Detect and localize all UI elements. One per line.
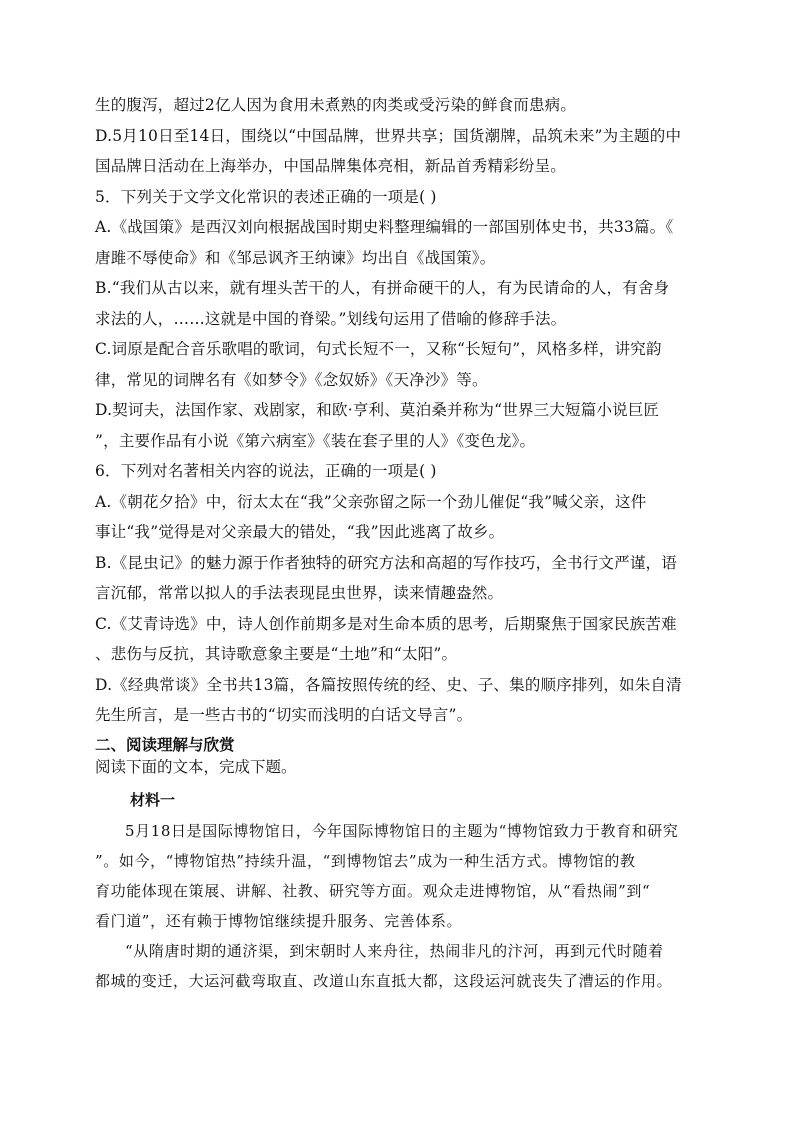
material-paragraph-line: 育功能体现在策展、讲解、社教、研究等方面。观众走进博物馆，从“看热闹”到“ bbox=[95, 881, 651, 900]
text-line: 事让“我”觉得是对父亲最大的错处，“我”因此逃离了故乡。 bbox=[95, 523, 505, 541]
text-line: D.5月10日至14日，围绕以“中国品牌，世界共享；国货潮牌，品筑未来”为主题的中 bbox=[95, 126, 682, 145]
section-instruction: 阅读下面的文本，完成下题。 bbox=[95, 757, 297, 776]
text-line: 律，常见的词牌名有《如梦令》《念奴娇》《天净沙》等。 bbox=[95, 370, 488, 389]
question-5-option-a: A.《战国策》是西汉刘向根据战国时期史料整理编辑的一部国别体史书，共33篇。《 bbox=[95, 218, 674, 236]
text-line: 求法的人，……这就是中国的脊梁。”划线句运用了借喻的修辞手法。 bbox=[95, 309, 567, 328]
text-line: 、悲伤与反抗，其诗歌意象主要是“土地”和“太阳”。 bbox=[95, 645, 458, 663]
question-5-option-b: B.“我们从古以来，就有埋头苦干的人，有拼命硬干的人，有为民请命的人，有舍身 bbox=[95, 279, 670, 297]
section-heading: 二、阅读理解与欣赏 bbox=[95, 735, 235, 754]
text-line: 生的腹泻，超过2亿人因为食用未煮熟的肉类或受污染的鲜食而患病。 bbox=[95, 96, 577, 114]
material-paragraph-line: 都城的变迁，大运河截弯取直、改道山东直抵大都，这段运河就丧失了漕运的作用。 bbox=[95, 971, 673, 990]
material-paragraph-line: “从隋唐时期的通济渠，到宋朝时人来舟往，热闹非凡的汴河，再到元代时随着 bbox=[125, 941, 664, 960]
material-paragraph-line: 看门道”，还有赖于博物馆继续提升服务、完善体系。 bbox=[95, 911, 463, 930]
text-line: 国品牌日活动在上海举办，中国品牌集体亮相，新品首秀精彩纷呈。 bbox=[95, 157, 567, 175]
question-6-option-d: D.《经典常谈》全书共13篇，各篇按照传统的经、史、子、集的顺序排列，如朱自清 bbox=[95, 675, 682, 694]
text-line: 唐雎不辱使命》和《邹忌讽齐王纳谏》均出自《战国策》。 bbox=[95, 248, 496, 267]
question-6-stem: 6．下列对名著相关内容的说法，正确的一项是( ) bbox=[95, 462, 437, 480]
material-title: 材料一 bbox=[130, 790, 176, 809]
document-page bbox=[95, 90, 707, 996]
text-line: 先生所言，是一些古书的“切实而浅明的白话文导言”。 bbox=[95, 706, 473, 724]
material-paragraph-line: ”。如今，“博物馆热”持续升温，“到博物馆去”成为一种生活方式。博物馆的教 bbox=[95, 851, 636, 870]
question-5-stem: 5．下列关于文学文化常识的表述正确的一项是( ) bbox=[95, 187, 437, 206]
question-6-option-a: A.《朝花夕拾》中，衍太太在“我”父亲弥留之际一个劲儿催促“我”喊父亲，这件 bbox=[95, 492, 647, 511]
question-5-option-c: C.词原是配合音乐歌唱的歌词，句式长短不一，又称“长短句”，风格多样，讲究韵 bbox=[95, 340, 662, 358]
text-line: 言沉郁，常常以拟人的手法表现昆虫世界，读来情趣盎然。 bbox=[95, 584, 504, 602]
material-paragraph-line: 5月18日是国际博物馆日，今年国际博物馆日的主题为“博物馆致力于教育和研究 bbox=[125, 821, 679, 840]
question-5-option-d: D.契诃夫，法国作家、戏剧家，和欧·亨利、莫泊桑并称为“世界三大短篇小说巨匠 bbox=[95, 401, 660, 419]
question-6-option-b: B.《昆虫记》的魅力源于作者独特的研究方法和高超的写作技巧，全书行文严谨，语 bbox=[95, 553, 677, 572]
question-6-option-c: C.《艾青诗选》中，诗人创作前期多是对生命本质的思考，后期聚焦于国家民族苦难 bbox=[95, 614, 677, 633]
text-line: ”，主要作品有小说《第六病室》《装在套子里的人》《变色龙》。 bbox=[95, 431, 536, 450]
